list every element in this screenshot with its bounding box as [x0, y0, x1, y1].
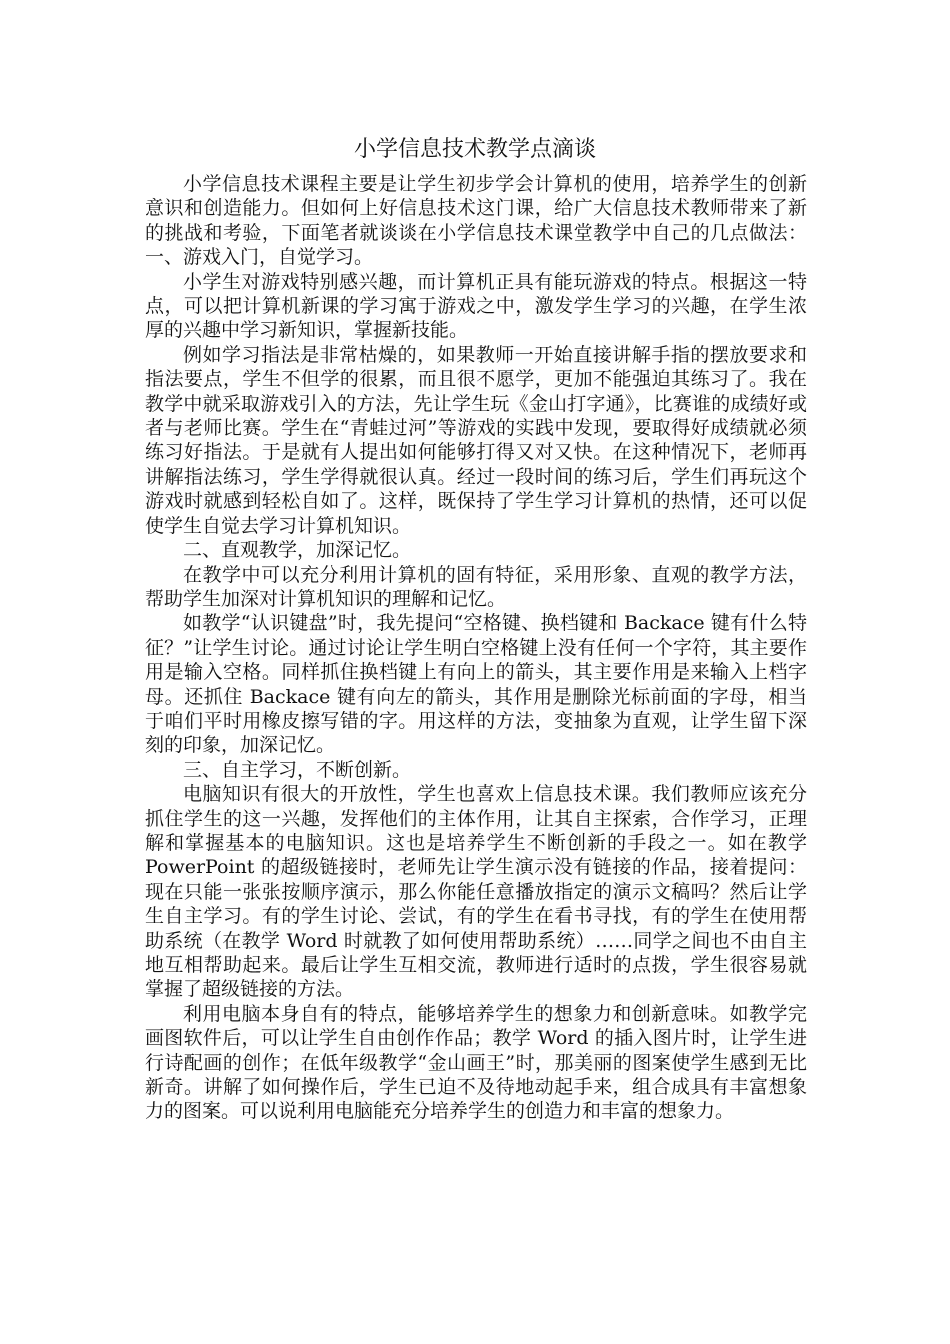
- paragraph-6: 电脑知识有很大的开放性，学生也喜欢上信息技术课。我们教师应该充分抓住学生的这一兴趣，发挥他们的主体作用，让其自主探索，合作学习，正理解和掌握基本的电脑知识。这也是培养学生不断创新的手段之一。如在教学 PowerPoint 的超级链接时，老师先让学生演示没有链接的作品，接着提问：现在只能一张张按顺序演示，那么你能任意播放指定的演示文稿吗？然后让学生自主学习。有的学生讨论、尝试，有的学生在看书寻找，有的学生在使用帮助系统（在教学 Word 时就教了如何使用帮助系统）……同学之间也不由自主地互相帮助起来。最后让学生互相交流，教师进行适时的点拨，学生很容易就掌握了超级链接的方法。: [145, 783, 807, 1001]
- paragraph-3: 例如学习指法是非常枯燥的，如果教师一开始直接讲解手指的摆放要求和指法要点，学生不但学的很累，而且很不愿学，更加不能强迫其练习了。我在教学中就采取游戏引入的方法，先让学生玩《金山打字通》，比赛谁的成绩好或者与老师比赛。学生在“青蛙过河”等游戏的实践中发现，要取得好成绩就必须练习好指法。于是就有人提出如何能够打得又对又快。在这种情况下，老师再讲解指法练习，学生学得就很认真。经过一段时间的练习后，学生们再玩这个游戏时就感到轻松自如了。这样，既保持了学生学习计算机的热情，还可以促使学生自觉去学习计算机知识。: [145, 343, 807, 537]
- document-title: 小学信息技术教学点滴谈: [353, 137, 596, 162]
- paragraph-4: 在教学中可以充分利用计算机的固有特征，采用形象、直观的教学方法，帮助学生加深对计算机知识的理解和记忆。: [145, 563, 807, 610]
- section-heading-2: 二、直观教学，加深记忆。: [183, 539, 412, 562]
- document-body: [145, 172, 807, 1124]
- paragraph-5: 如教学“认识键盘”时，我先提问“空格键、换档键和 Backace 键有什么特征？”让学生讨论。通过讨论让学生明白空格键上没有任何一个字符，其主要作用是输入空格。同样抓住换档键上有向上的箭头，其主要作用是来输入上档字母。还抓住 Backace 键有向左的箭头，其作用是删除光标前面的字母，相当于咱们平时用橡皮擦写错的字。用这样的方法，变抽象为直观，让学生留下深刻的印象，加深记忆。: [145, 612, 807, 757]
- section-heading-3: 三、自主学习，不断创新。: [183, 758, 412, 781]
- paragraph-7: 利用电脑本身自有的特点，能够培养学生的想象力和创新意味。如教学完画图软件后，可以让学生自由创作作品；教学 Word 的插入图片时，让学生进行诗配画的创作；在低年级教学“金山画王”时，那美丽的图案使学生感到无比新奇。讲解了如何操作后，学生已迫不及待地动起手来，组合成具有丰富想象力的图案。可以说利用电脑能充分培养学生的创造力和丰富的想象力。: [145, 1002, 807, 1123]
- paragraph-2: 小学生对游戏特别感兴趣，而计算机正具有能玩游戏的特点。根据这一特点，可以把计算机新课的学习寓于游戏之中，激发学生学习的兴趣，在学生浓厚的兴趣中学习新知识，掌握新技能。: [145, 270, 807, 342]
- paragraph-1: 小学信息技术课程主要是让学生初步学会计算机的使用，培养学生的创新意识和创造能力。但如何上好信息技术这门课，给广大信息技术教师带来了新的挑战和考验，下面笔者就谈谈在小学信息技术课堂教学中自己的几点做法：一、游戏入门，自觉学习。: [145, 173, 807, 269]
